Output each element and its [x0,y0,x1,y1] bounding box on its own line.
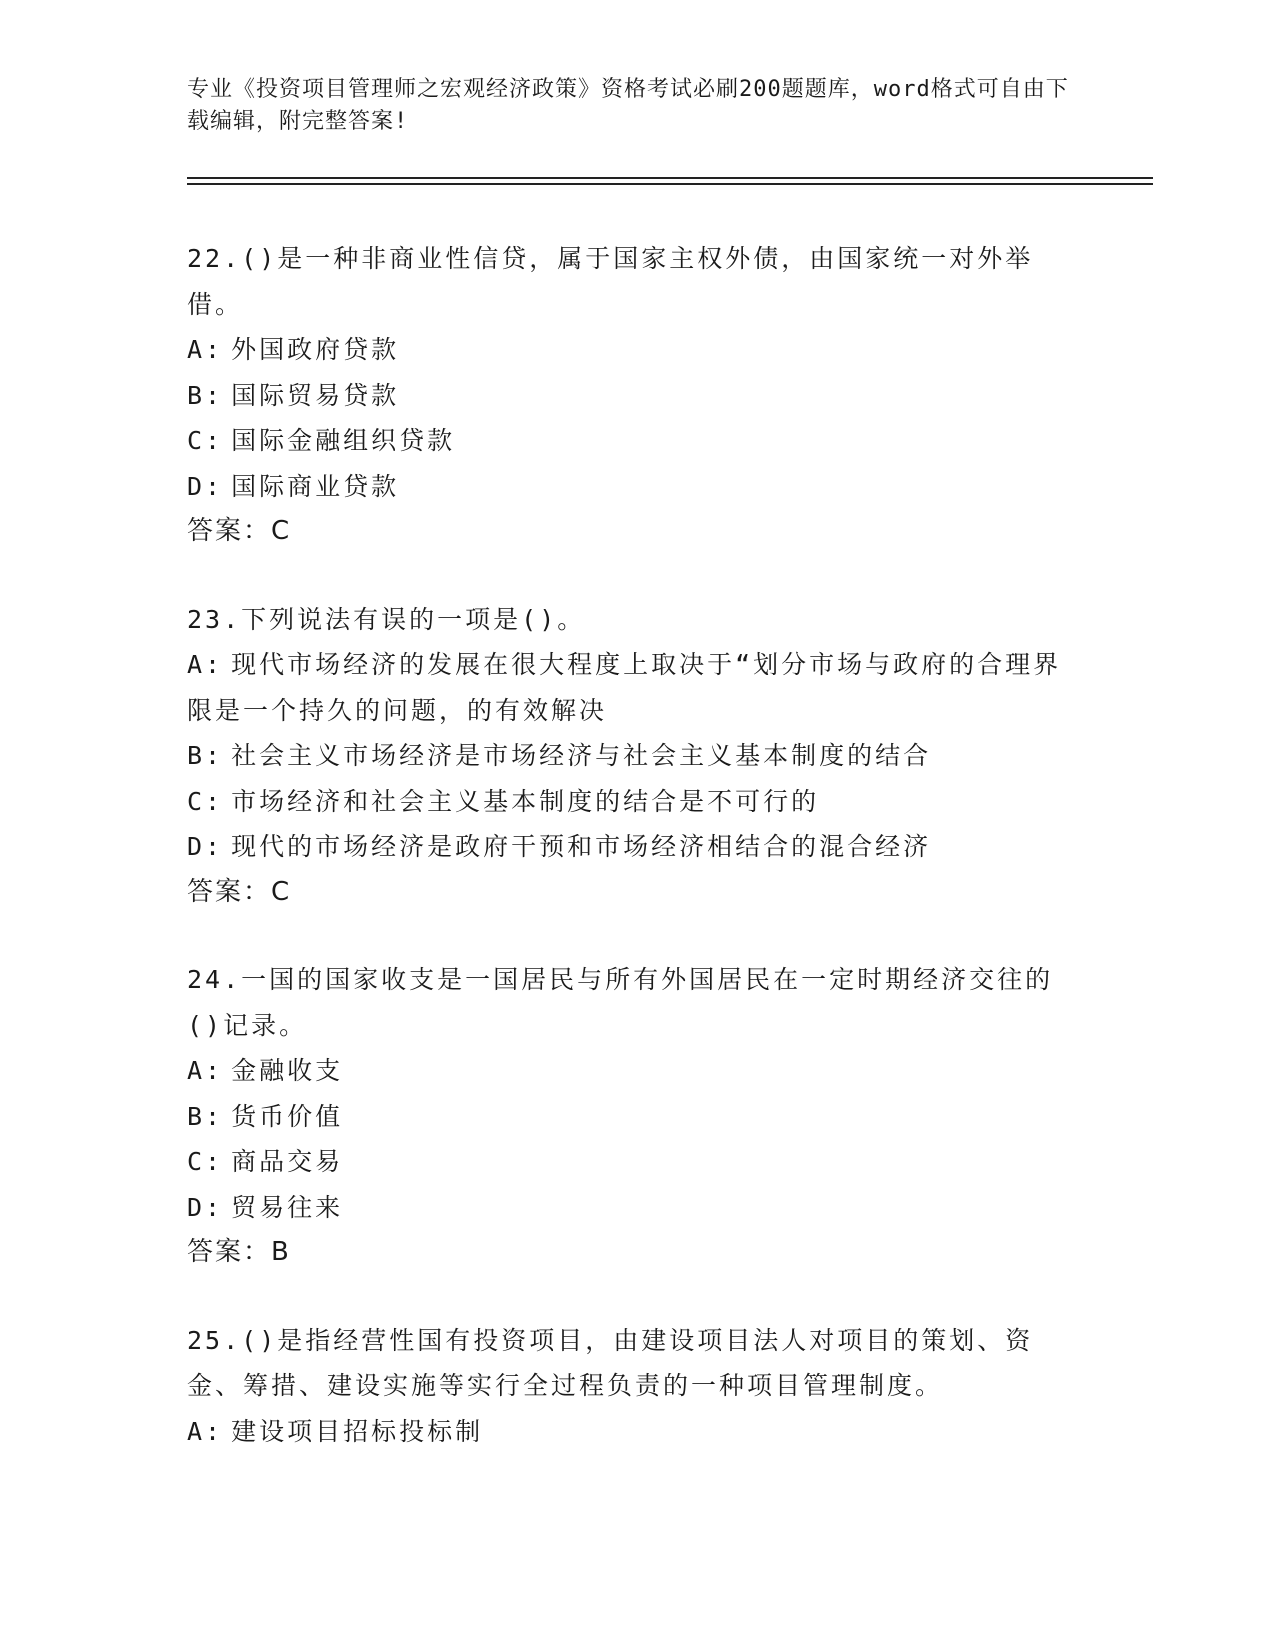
option-text: 货币价值 [231,1101,344,1131]
option-a [187,1048,1087,1094]
option-a [187,642,1087,733]
option-d [187,824,1087,870]
option-b [187,373,1087,419]
option-label: C: [187,1147,224,1176]
option-label: A: [187,1056,224,1085]
document-header [187,74,1077,138]
option-label: D: [187,1192,224,1222]
question-25 [187,1318,1087,1455]
option-text: 现代的市场经济是政府干预和市场经济相结合的混合经济 [231,832,932,861]
option-label: B: [187,1101,224,1131]
option-label: A: [187,650,224,679]
option-c [187,1139,1087,1185]
answer-line: 答案：B [187,1237,291,1267]
question-list [187,236,1087,1454]
question-stem: 23.下列说法有误的一项是()。 [187,604,586,634]
option-text: 国际商业贷款 [231,471,400,501]
question-22 [187,236,1087,555]
option-text: 建设项目招标投标制 [231,1416,484,1446]
option-label: A: [187,335,224,364]
option-text: 国际贸易贷款 [231,380,400,410]
option-label: C: [187,426,224,455]
option-text: 国际金融组织贷款 [231,426,456,455]
option-text: 贸易往来 [231,1192,344,1222]
option-c [187,779,1087,825]
option-label: B: [187,380,224,410]
option-label: D: [187,471,224,501]
option-text: 商品交易 [231,1147,344,1176]
answer-line: 答案：C [187,876,292,907]
option-b [187,1094,1087,1140]
question-stem: 22.()是一种非商业性信贷，属于国家主权外债，由国家统一对外举借。 [187,244,1034,319]
option-d [187,464,1087,510]
option-label: D: [187,832,224,861]
option-text: 现代市场经济的发展在很大程度上取决于“划分市场与政府的合理界限是一个持久的问题，的有效解决 [187,650,1062,725]
option-c [187,418,1087,464]
option-text: 外国政府贷款 [231,335,400,364]
option-text: 社会主义市场经济是市场经济与社会主义基本制度的结合 [231,741,932,770]
header-text: 专业《投资项目管理师之宏观经济政策》资格考试必刷200题题库，word格式可自由下载编辑，附完整答案! [187,77,1069,134]
option-text: 市场经济和社会主义基本制度的结合是不可行的 [231,786,820,816]
question-24 [187,957,1087,1276]
answer-line: 答案：C [187,516,292,546]
option-a [187,1409,1087,1455]
question-stem: 24.一国的国家收支是一国居民与所有外国居民在一定时期经济交往的()记录。 [187,965,1054,1040]
header-divider-top [187,177,1153,179]
option-label: C: [187,786,224,816]
question-stem: 25.()是指经营性国有投资项目，由建设项目法人对项目的策划、资金、筹措、建设实施等实行全过程负责的一种项目管理制度。 [187,1325,1034,1400]
option-a [187,327,1087,373]
option-label: B: [187,741,224,770]
header-divider-bottom [187,183,1153,185]
option-label: A: [187,1416,224,1446]
option-d [187,1185,1087,1231]
option-text: 金融收支 [231,1056,344,1085]
option-b [187,733,1087,779]
question-23 [187,597,1087,916]
